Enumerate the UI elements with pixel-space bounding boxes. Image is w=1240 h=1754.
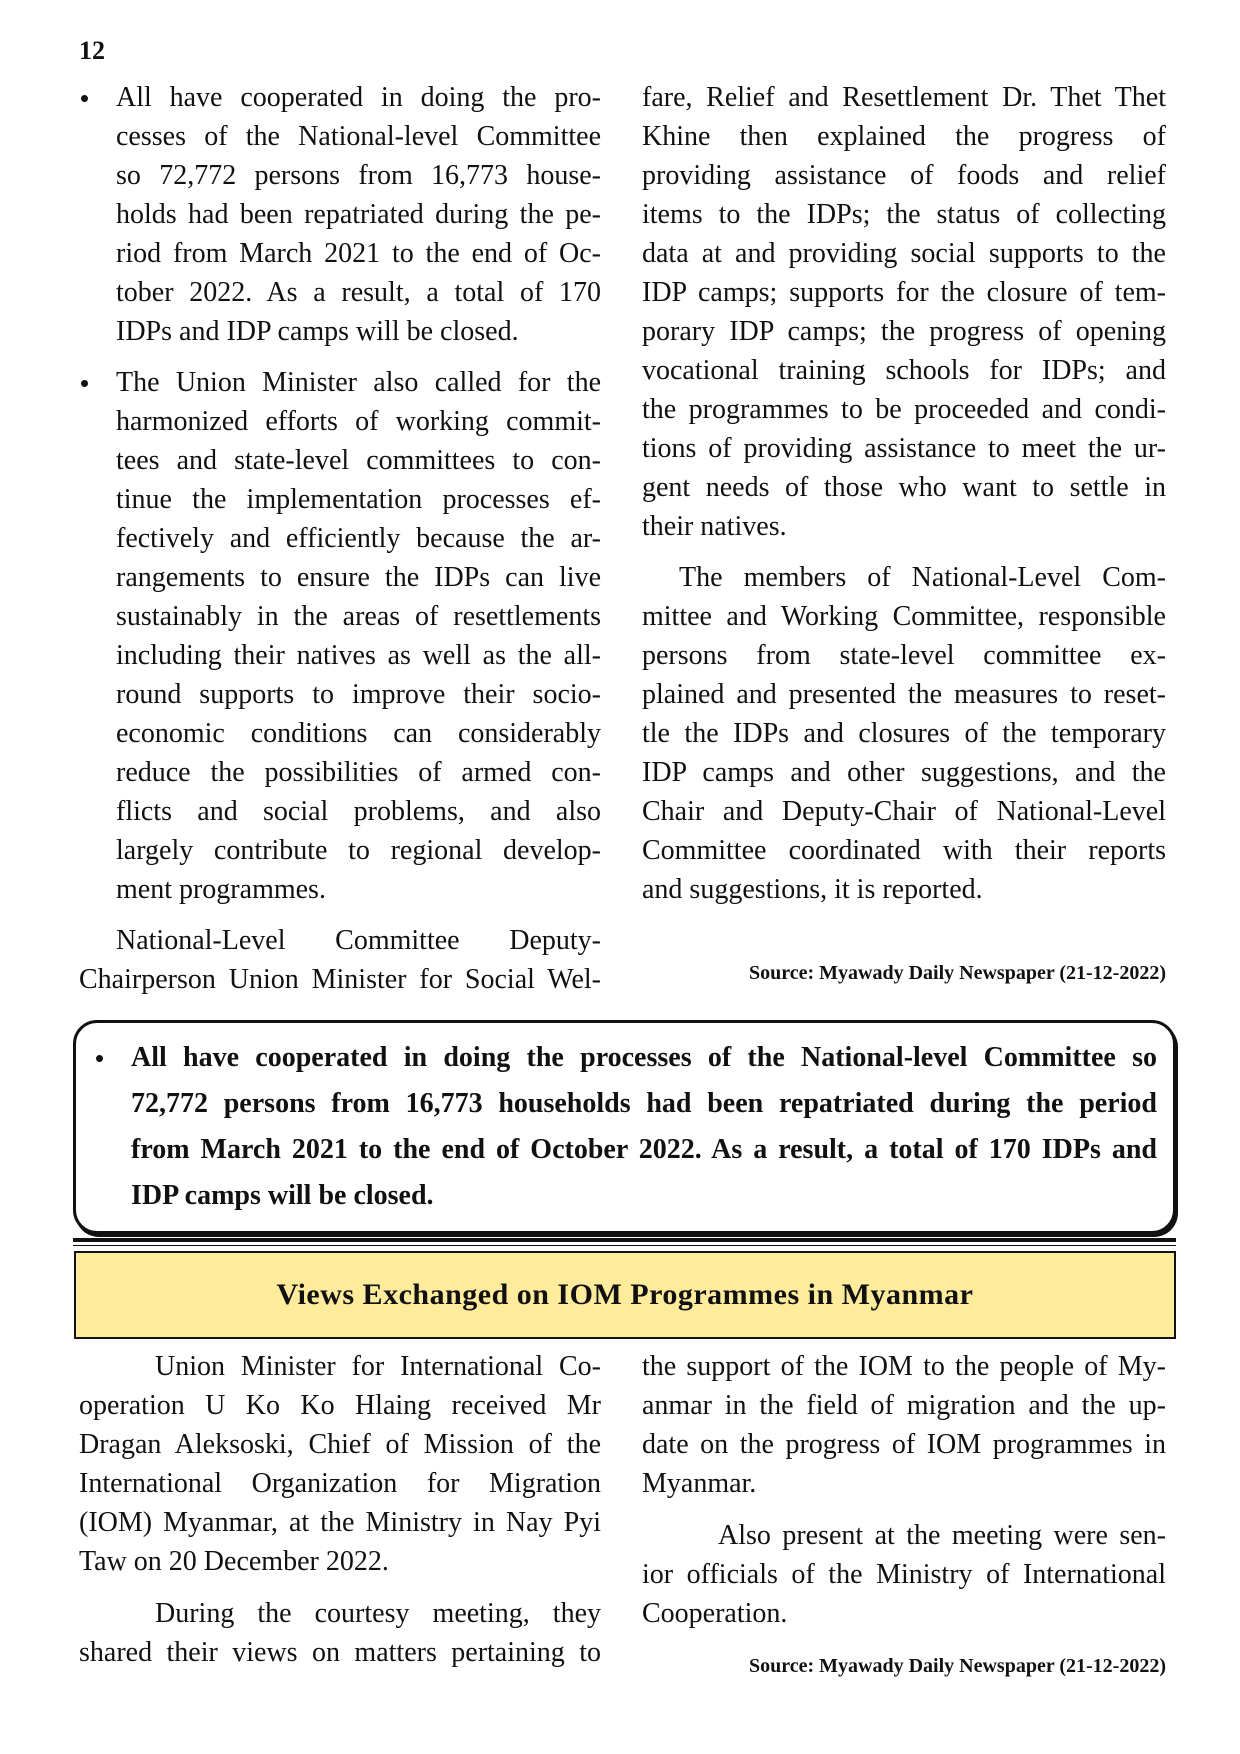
text-line: porary IDP camps; the progress of opening bbox=[642, 316, 1166, 347]
title-band bbox=[74, 1251, 1176, 1339]
text-line: data at and providing social supports to the bbox=[642, 238, 1166, 269]
article-1-right-column bbox=[642, 78, 1166, 921]
text-line: tober 2022. As a result, a total of 170 bbox=[116, 277, 601, 308]
text-line: from March 2021 to the end of October 2022. As a result, a total of 170 IDPs and bbox=[131, 1134, 1157, 1165]
text-line: IDP camps will be closed. bbox=[131, 1180, 434, 1211]
text-line: The members of National-Level Com- bbox=[679, 562, 1166, 593]
text-line: Chair and Deputy-Chair of National-Level bbox=[642, 796, 1166, 827]
text-line: Committee coordinated with their reports bbox=[642, 835, 1166, 866]
text-line: National-Level Committee Deputy- bbox=[116, 925, 601, 956]
text-line: holds had been repatriated during the pe- bbox=[116, 199, 601, 230]
article-2-right-column bbox=[642, 1347, 1166, 1646]
bullet-item bbox=[79, 78, 601, 351]
text-line: mittee and Working Committee, responsible bbox=[642, 601, 1166, 632]
paragraph bbox=[642, 1516, 1166, 1633]
text-line: largely contribute to regional develop- bbox=[116, 835, 601, 866]
bullet-icon bbox=[96, 1055, 103, 1062]
text-line: providing assistance of foods and relief bbox=[642, 160, 1166, 191]
text-line: During the courtesy meeting, they bbox=[155, 1598, 601, 1629]
text-line: IDPs and IDP camps will be closed. bbox=[116, 316, 519, 347]
paragraph bbox=[642, 558, 1166, 909]
text-line: harmonized efforts of working commit- bbox=[116, 406, 601, 437]
text-line: tees and state-level committees to con- bbox=[116, 445, 601, 476]
text-line: sustainably in the areas of resettlements bbox=[116, 601, 601, 632]
text-line: cesses of the National-level Committee bbox=[116, 121, 601, 152]
source-citation: Source: Myawady Daily Newspaper (21-12-2022) bbox=[748, 1655, 1166, 1677]
text-line: Khine then explained the progress of bbox=[642, 121, 1166, 152]
text-line: and suggestions, it is reported. bbox=[642, 874, 983, 905]
text-line: vocational training schools for IDPs; and bbox=[642, 355, 1166, 386]
text-line: Also present at the meeting were sen- bbox=[718, 1520, 1166, 1551]
text-line: Chairperson Union Minister for Social Wel- bbox=[79, 964, 601, 995]
text-line: the support of the IOM to the people of My- bbox=[642, 1351, 1166, 1382]
text-line: Dragan Aleksoski, Chief of Mission of the bbox=[79, 1429, 601, 1460]
text-line: The Union Minister also called for the bbox=[116, 367, 601, 398]
text-line: Taw on 20 December 2022. bbox=[79, 1546, 389, 1577]
text-line: Union Minister for International Co- bbox=[155, 1351, 601, 1382]
paragraph bbox=[79, 1347, 601, 1581]
text-line: date on the progress of IOM programmes in bbox=[642, 1429, 1166, 1460]
text-line: IDP camps; supports for the closure of tem- bbox=[642, 277, 1166, 308]
text-line: ment programmes. bbox=[116, 874, 326, 905]
paragraph bbox=[642, 1347, 1166, 1503]
text-line: All have cooperated in doing the pro- bbox=[116, 82, 601, 113]
bullet-item bbox=[79, 363, 601, 909]
text-line: their natives. bbox=[642, 511, 787, 542]
text-line: IDP camps and other suggestions, and the bbox=[642, 757, 1166, 788]
section-divider bbox=[73, 1245, 1176, 1246]
text-line: gent needs of those who want to settle in bbox=[642, 472, 1166, 503]
text-line: including their natives as well as the all- bbox=[116, 640, 601, 671]
text-line: so 72,772 persons from 16,773 house- bbox=[116, 160, 601, 191]
article-1-left-column bbox=[79, 78, 601, 1011]
paragraph bbox=[79, 921, 601, 999]
page-number: 12 bbox=[79, 36, 105, 65]
text-line: operation U Ko Ko Hlaing received Mr bbox=[79, 1390, 601, 1421]
highlight-box bbox=[73, 1020, 1176, 1234]
text-line: riod from March 2021 to the end of Oc- bbox=[116, 238, 601, 269]
bullet-icon bbox=[81, 95, 88, 102]
text-line: tle the IDPs and closures of the temporary bbox=[642, 718, 1166, 749]
section-divider bbox=[73, 1238, 1176, 1242]
text-line: fare, Relief and Resettlement Dr. Thet Thet bbox=[642, 82, 1166, 113]
text-line: reduce the possibilities of armed con- bbox=[116, 757, 601, 788]
text-line: International Organization for Migration bbox=[79, 1468, 601, 1499]
article-2-left-column bbox=[79, 1347, 601, 1685]
paragraph bbox=[79, 1594, 601, 1672]
text-line: plained and presented the measures to reset- bbox=[642, 679, 1166, 710]
text-line: round supports to improve their socio- bbox=[116, 679, 601, 710]
text-line: Myanmar. bbox=[642, 1468, 757, 1499]
text-line: tions of providing assistance to meet the ur- bbox=[642, 433, 1166, 464]
text-line: shared their views on matters pertaining to bbox=[79, 1637, 601, 1668]
article-title: Views Exchanged on IOM Programmes in Myanmar bbox=[276, 1278, 974, 1311]
text-line: persons from state-level committee ex- bbox=[642, 640, 1166, 671]
highlight-text bbox=[131, 1035, 1157, 1219]
text-line: Cooperation. bbox=[642, 1598, 788, 1629]
text-line: 72,772 persons from 16,773 households had been repatriated during the period bbox=[131, 1088, 1157, 1119]
bullet-icon bbox=[81, 380, 88, 387]
text-line: the programmes to be proceeded and condi- bbox=[642, 394, 1166, 425]
text-line: rangements to ensure the IDPs can live bbox=[116, 562, 601, 593]
text-line: (IOM) Myanmar, at the Ministry in Nay Pyi bbox=[79, 1507, 601, 1538]
paragraph bbox=[642, 78, 1166, 546]
text-line: All have cooperated in doing the processes of the National-level Committee so bbox=[131, 1042, 1157, 1073]
text-line: anmar in the field of migration and the up- bbox=[642, 1390, 1166, 1421]
text-line: flicts and social problems, and also bbox=[116, 796, 601, 827]
text-line: tinue the implementation processes ef- bbox=[116, 484, 601, 515]
text-line: fectively and efficiently because the ar- bbox=[116, 523, 601, 554]
text-line: economic conditions can considerably bbox=[116, 718, 601, 749]
source-citation: Source: Myawady Daily Newspaper (21-12-2022) bbox=[748, 962, 1166, 984]
text-line: items to the IDPs; the status of collecting bbox=[642, 199, 1166, 230]
text-line: ior officials of the Ministry of International bbox=[642, 1559, 1166, 1590]
